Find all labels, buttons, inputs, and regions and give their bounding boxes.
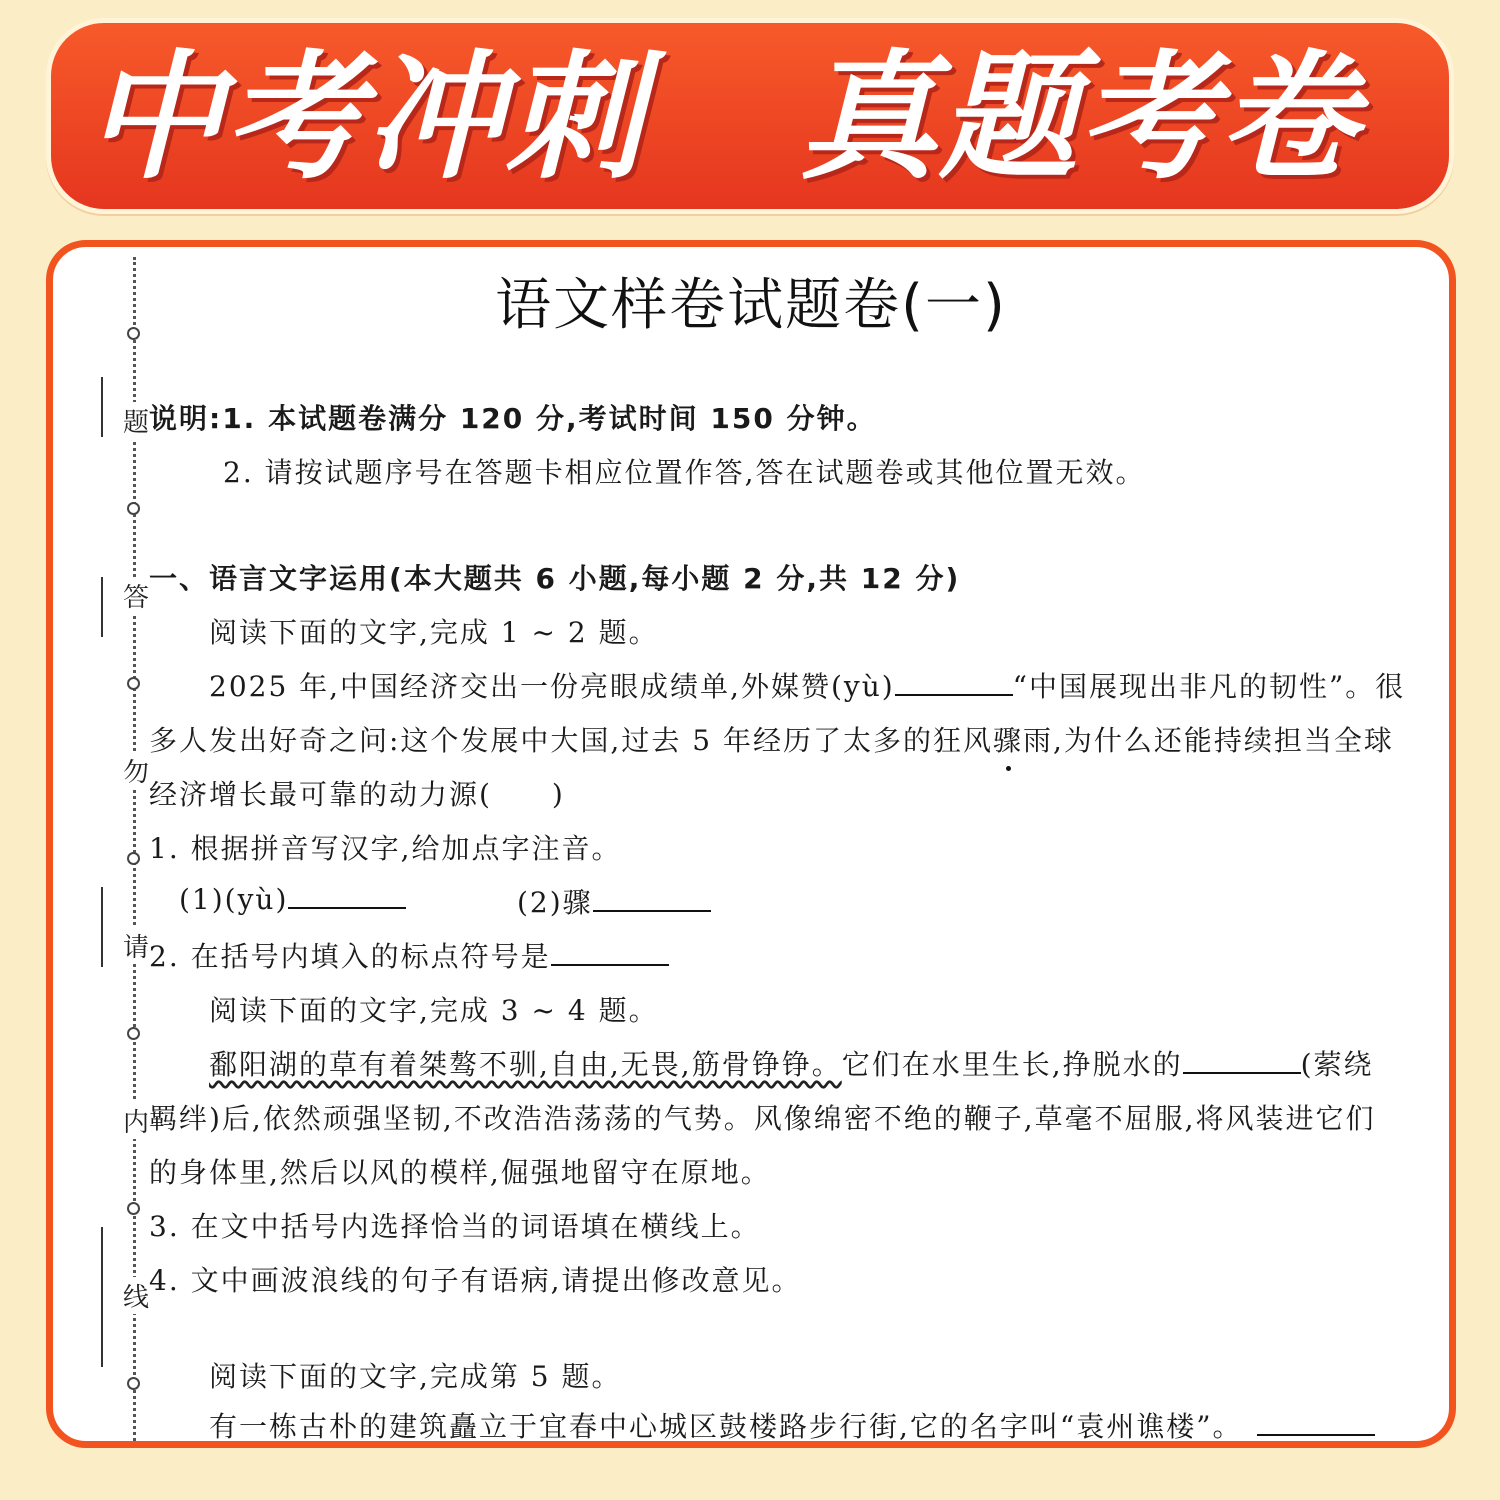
passage1-line2 (149, 719, 1394, 759)
promo-banner (46, 18, 1454, 214)
binding-side-line (101, 887, 103, 967)
binding-margin (93, 247, 149, 1441)
question-2 (149, 935, 669, 975)
passage3-line1 (209, 1405, 1375, 1445)
passage2-line1 (209, 1043, 1374, 1083)
binding-ring (127, 1027, 140, 1040)
binding-ring (127, 502, 140, 515)
answer-blank[interactable] (895, 668, 1013, 696)
read-prompt-5: 阅读下面的文字,完成第 5 题。 (209, 1360, 622, 1393)
read-prompt-3-4: 阅读下面的文字,完成 3 ~ 4 题。 (209, 994, 659, 1027)
question-2-text: 2. 在括号内填入的标点符号是 (149, 940, 551, 973)
passage3-text: 有一栋古朴的建筑矗立于宜春中心城区鼓楼路步行街,它的名字叫“袁州谯楼”。 (209, 1410, 1243, 1443)
instruction-line-2: 2. 请按试题序号在答题卡相应位置作答,答在试题卷或其他位置无效。 (223, 456, 1146, 489)
exam-paper (46, 240, 1456, 1448)
wavy-underlined-sentence: 鄱阳湖的草有着桀骜不驯,自由,无畏,筋骨铮铮。 (209, 1048, 842, 1081)
binding-ring (127, 852, 140, 865)
binding-ring (127, 1202, 140, 1215)
binding-char: 勿 (121, 752, 151, 789)
question-4: 4. 文中画波浪线的句子有语病,请提出修改意见。 (149, 1264, 802, 1297)
passage2-line2: 羁绊)后,依然顽强坚韧,不改浩浩荡荡的气势。风像绵密不绝的鞭子,草毫不屈服,将风装进它们 (149, 1102, 1376, 1135)
instruction-line-1: 说明:1. 本试题卷满分 120 分,考试时间 150 分钟。 (149, 402, 877, 435)
question-3: 3. 在文中括号内选择恰当的词语填在横线上。 (149, 1210, 761, 1243)
passage1-text: 2025 年,中国经济交出一份亮眼成绩单,外媒赞(yù) (209, 670, 895, 703)
question-1-sub-2 (517, 881, 711, 921)
passage1-line3: 经济增长最可靠的动力源( ) (149, 778, 565, 811)
binding-char: 请 (121, 927, 151, 964)
dotted-character: 骤 (992, 724, 1023, 757)
sub-label: (2)骤 (517, 886, 593, 919)
binding-side-line (101, 1227, 103, 1367)
sub-label: (1)(yù) (179, 883, 289, 916)
answer-blank[interactable] (1257, 1408, 1375, 1436)
passage2-text: 它们在水里生长,挣脱水的 (841, 1048, 1183, 1081)
binding-char: 线 (121, 1277, 151, 1314)
section-heading: 一、语言文字运用(本大题共 6 小题,每小题 2 分,共 12 分) (149, 562, 961, 595)
question-1: 1. 根据拼音写汉字,给加点字注音。 (149, 832, 622, 865)
exam-title: 语文样卷试题卷(一) (495, 273, 1007, 338)
answer-blank[interactable] (288, 881, 406, 909)
binding-char: 内 (121, 1102, 151, 1139)
answer-blank[interactable] (551, 938, 669, 966)
passage2-line3: 的身体里,然后以风的模样,倔强地留守在原地。 (149, 1156, 771, 1189)
question-1-sub-1 (179, 881, 406, 916)
banner-title-left: 中考冲刺 (85, 37, 646, 198)
binding-ring (127, 1377, 140, 1390)
passage2-text: (萦绕 (1300, 1048, 1374, 1081)
banner-title-right: 真题考卷 (799, 37, 1360, 198)
passage1-line1 (209, 665, 1405, 705)
answer-blank[interactable] (593, 884, 711, 912)
binding-ring (127, 677, 140, 690)
passage1-text: 多人发出好奇之问:这个发展中大国,过去 5 年经历了太多的狂风 (149, 724, 993, 757)
read-prompt-1-2: 阅读下面的文字,完成 1 ~ 2 题。 (209, 616, 659, 649)
binding-char: 答 (121, 577, 151, 614)
binding-char: 题 (121, 402, 151, 439)
passage1-text: “中国展现出非凡的韧性”。很 (1012, 670, 1406, 703)
answer-blank[interactable] (1183, 1046, 1301, 1074)
binding-side-line (101, 377, 103, 437)
passage1-text: 雨,为什么还能持续担当全球 (1022, 724, 1394, 757)
binding-side-line (101, 577, 103, 637)
